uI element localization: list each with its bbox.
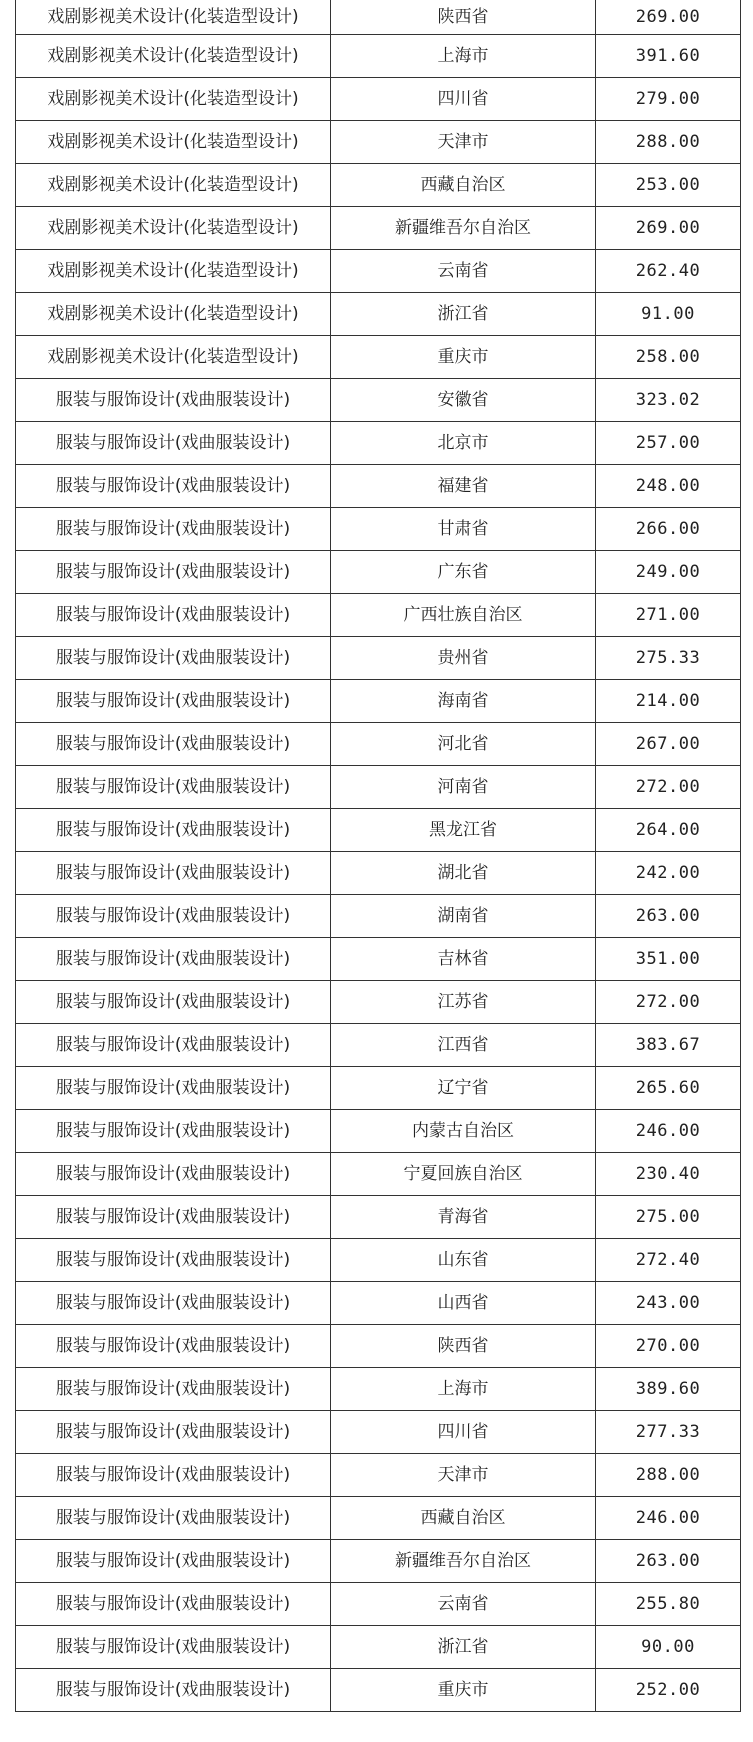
table-row	[16, 465, 741, 508]
major-cell: 戏剧影视美术设计(化装造型设计)	[16, 164, 331, 207]
table-row	[16, 766, 741, 809]
province-cell: 浙江省	[331, 293, 596, 336]
major-cell: 服装与服饰设计(戏曲服装设计)	[16, 680, 331, 723]
score-cell: 389.60	[596, 1368, 741, 1411]
score-cell: 391.60	[596, 35, 741, 78]
score-cell: 263.00	[596, 1540, 741, 1583]
table-row	[16, 164, 741, 207]
major-cell: 服装与服饰设计(戏曲服装设计)	[16, 1454, 331, 1497]
score-cell: 266.00	[596, 508, 741, 551]
major-cell: 服装与服饰设计(戏曲服装设计)	[16, 551, 331, 594]
major-cell: 服装与服饰设计(戏曲服装设计)	[16, 465, 331, 508]
major-cell: 服装与服饰设计(戏曲服装设计)	[16, 1368, 331, 1411]
table-row	[16, 250, 741, 293]
score-cell: 270.00	[596, 1325, 741, 1368]
table-row	[16, 1583, 741, 1626]
major-cell: 服装与服饰设计(戏曲服装设计)	[16, 723, 331, 766]
score-cell: 255.80	[596, 1583, 741, 1626]
score-cell: 272.40	[596, 1239, 741, 1282]
table-row	[16, 207, 741, 250]
table-row	[16, 938, 741, 981]
province-cell: 湖南省	[331, 895, 596, 938]
province-cell: 辽宁省	[331, 1067, 596, 1110]
score-cell: 288.00	[596, 1454, 741, 1497]
province-cell: 江西省	[331, 1024, 596, 1067]
table-row	[16, 1282, 741, 1325]
table-row	[16, 0, 741, 35]
major-cell: 戏剧影视美术设计(化装造型设计)	[16, 0, 331, 35]
province-cell: 云南省	[331, 1583, 596, 1626]
score-cell: 263.00	[596, 895, 741, 938]
table-row	[16, 336, 741, 379]
table-row	[16, 508, 741, 551]
province-cell: 重庆市	[331, 336, 596, 379]
score-cell: 252.00	[596, 1669, 741, 1712]
province-cell: 上海市	[331, 1368, 596, 1411]
province-cell: 河南省	[331, 766, 596, 809]
score-cell: 277.33	[596, 1411, 741, 1454]
score-cell: 242.00	[596, 852, 741, 895]
table-row	[16, 637, 741, 680]
score-cell: 275.00	[596, 1196, 741, 1239]
major-cell: 服装与服饰设计(戏曲服装设计)	[16, 508, 331, 551]
province-cell: 青海省	[331, 1196, 596, 1239]
province-cell: 四川省	[331, 78, 596, 121]
table-row	[16, 1626, 741, 1669]
major-cell: 服装与服饰设计(戏曲服装设计)	[16, 981, 331, 1024]
major-cell: 服装与服饰设计(戏曲服装设计)	[16, 637, 331, 680]
table-row	[16, 1368, 741, 1411]
score-table-body	[16, 0, 741, 1712]
table-row	[16, 981, 741, 1024]
table-row	[16, 1153, 741, 1196]
table-row	[16, 1669, 741, 1712]
province-cell: 湖北省	[331, 852, 596, 895]
score-cell: 351.00	[596, 938, 741, 981]
province-cell: 天津市	[331, 121, 596, 164]
score-cell: 248.00	[596, 465, 741, 508]
score-cell: 90.00	[596, 1626, 741, 1669]
table-row	[16, 809, 741, 852]
score-cell: 257.00	[596, 422, 741, 465]
province-cell: 西藏自治区	[331, 1497, 596, 1540]
score-cell: 272.00	[596, 766, 741, 809]
table-row	[16, 78, 741, 121]
table-row	[16, 594, 741, 637]
province-cell: 北京市	[331, 422, 596, 465]
major-cell: 戏剧影视美术设计(化装造型设计)	[16, 207, 331, 250]
major-cell: 服装与服饰设计(戏曲服装设计)	[16, 809, 331, 852]
province-cell: 安徽省	[331, 379, 596, 422]
major-cell: 戏剧影视美术设计(化装造型设计)	[16, 121, 331, 164]
major-cell: 服装与服饰设计(戏曲服装设计)	[16, 1024, 331, 1067]
table-row	[16, 1239, 741, 1282]
province-cell: 新疆维吾尔自治区	[331, 207, 596, 250]
province-cell: 陕西省	[331, 1325, 596, 1368]
province-cell: 浙江省	[331, 1626, 596, 1669]
major-cell: 服装与服饰设计(戏曲服装设计)	[16, 895, 331, 938]
score-cell: 383.67	[596, 1024, 741, 1067]
score-table	[15, 0, 741, 1712]
province-cell: 海南省	[331, 680, 596, 723]
score-cell: 269.00	[596, 207, 741, 250]
major-cell: 服装与服饰设计(戏曲服装设计)	[16, 1153, 331, 1196]
score-cell: 271.00	[596, 594, 741, 637]
province-cell: 内蒙古自治区	[331, 1110, 596, 1153]
table-row	[16, 422, 741, 465]
score-table-container	[15, 0, 740, 1712]
province-cell: 陕西省	[331, 0, 596, 35]
province-cell: 上海市	[331, 35, 596, 78]
table-row	[16, 121, 741, 164]
score-cell: 265.60	[596, 1067, 741, 1110]
major-cell: 服装与服饰设计(戏曲服装设计)	[16, 1669, 331, 1712]
province-cell: 甘肃省	[331, 508, 596, 551]
score-cell: 214.00	[596, 680, 741, 723]
major-cell: 戏剧影视美术设计(化装造型设计)	[16, 35, 331, 78]
province-cell: 福建省	[331, 465, 596, 508]
table-row	[16, 1196, 741, 1239]
province-cell: 吉林省	[331, 938, 596, 981]
major-cell: 戏剧影视美术设计(化装造型设计)	[16, 336, 331, 379]
score-cell: 269.00	[596, 0, 741, 35]
major-cell: 服装与服饰设计(戏曲服装设计)	[16, 1110, 331, 1153]
table-row	[16, 379, 741, 422]
major-cell: 服装与服饰设计(戏曲服装设计)	[16, 1239, 331, 1282]
score-cell: 275.33	[596, 637, 741, 680]
province-cell: 西藏自治区	[331, 164, 596, 207]
score-cell: 323.02	[596, 379, 741, 422]
province-cell: 山西省	[331, 1282, 596, 1325]
score-cell: 246.00	[596, 1110, 741, 1153]
table-row	[16, 1497, 741, 1540]
score-cell: 230.40	[596, 1153, 741, 1196]
province-cell: 江苏省	[331, 981, 596, 1024]
table-row	[16, 1540, 741, 1583]
table-row	[16, 723, 741, 766]
table-row	[16, 895, 741, 938]
major-cell: 服装与服饰设计(戏曲服装设计)	[16, 766, 331, 809]
score-cell: 253.00	[596, 164, 741, 207]
major-cell: 戏剧影视美术设计(化装造型设计)	[16, 78, 331, 121]
table-row	[16, 1411, 741, 1454]
score-cell: 246.00	[596, 1497, 741, 1540]
score-cell: 91.00	[596, 293, 741, 336]
major-cell: 服装与服饰设计(戏曲服装设计)	[16, 379, 331, 422]
province-cell: 河北省	[331, 723, 596, 766]
province-cell: 天津市	[331, 1454, 596, 1497]
province-cell: 重庆市	[331, 1669, 596, 1712]
table-row	[16, 293, 741, 336]
score-cell: 288.00	[596, 121, 741, 164]
score-cell: 258.00	[596, 336, 741, 379]
table-row	[16, 1454, 741, 1497]
province-cell: 黑龙江省	[331, 809, 596, 852]
province-cell: 广东省	[331, 551, 596, 594]
major-cell: 服装与服饰设计(戏曲服装设计)	[16, 1497, 331, 1540]
province-cell: 新疆维吾尔自治区	[331, 1540, 596, 1583]
table-row	[16, 680, 741, 723]
major-cell: 服装与服饰设计(戏曲服装设计)	[16, 1067, 331, 1110]
province-cell: 贵州省	[331, 637, 596, 680]
major-cell: 服装与服饰设计(戏曲服装设计)	[16, 938, 331, 981]
score-cell: 279.00	[596, 78, 741, 121]
major-cell: 服装与服饰设计(戏曲服装设计)	[16, 1282, 331, 1325]
table-row	[16, 1110, 741, 1153]
score-cell: 243.00	[596, 1282, 741, 1325]
score-cell: 272.00	[596, 981, 741, 1024]
province-cell: 广西壮族自治区	[331, 594, 596, 637]
score-cell: 267.00	[596, 723, 741, 766]
major-cell: 服装与服饰设计(戏曲服装设计)	[16, 1411, 331, 1454]
major-cell: 服装与服饰设计(戏曲服装设计)	[16, 594, 331, 637]
province-cell: 云南省	[331, 250, 596, 293]
major-cell: 服装与服饰设计(戏曲服装设计)	[16, 852, 331, 895]
score-cell: 264.00	[596, 809, 741, 852]
major-cell: 戏剧影视美术设计(化装造型设计)	[16, 250, 331, 293]
major-cell: 服装与服饰设计(戏曲服装设计)	[16, 1325, 331, 1368]
major-cell: 戏剧影视美术设计(化装造型设计)	[16, 293, 331, 336]
score-cell: 249.00	[596, 551, 741, 594]
major-cell: 服装与服饰设计(戏曲服装设计)	[16, 422, 331, 465]
table-row	[16, 1067, 741, 1110]
province-cell: 山东省	[331, 1239, 596, 1282]
table-row	[16, 1024, 741, 1067]
major-cell: 服装与服饰设计(戏曲服装设计)	[16, 1583, 331, 1626]
table-row	[16, 852, 741, 895]
table-row	[16, 551, 741, 594]
major-cell: 服装与服饰设计(戏曲服装设计)	[16, 1196, 331, 1239]
table-row	[16, 35, 741, 78]
score-cell: 262.40	[596, 250, 741, 293]
province-cell: 四川省	[331, 1411, 596, 1454]
table-row	[16, 1325, 741, 1368]
major-cell: 服装与服饰设计(戏曲服装设计)	[16, 1626, 331, 1669]
major-cell: 服装与服饰设计(戏曲服装设计)	[16, 1540, 331, 1583]
province-cell: 宁夏回族自治区	[331, 1153, 596, 1196]
